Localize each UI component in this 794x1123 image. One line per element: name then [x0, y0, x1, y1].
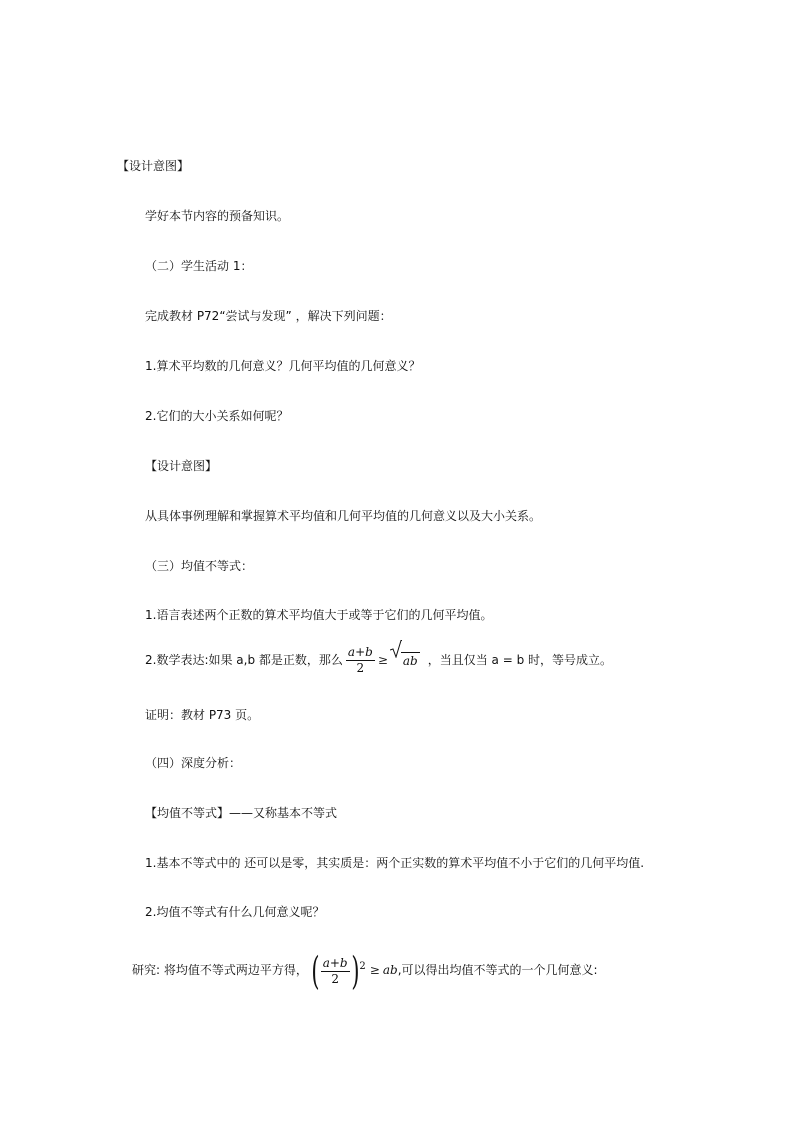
mean-inequality-label: 【均值不等式】——又称基本不等式 [145, 806, 338, 820]
statement-math-pre: 2.数学表达:如果 a,b 都是正数，那么 [145, 653, 343, 667]
exponent: 2 [359, 960, 366, 972]
sqrt-radicand: ab [402, 653, 418, 668]
fraction-mean [346, 645, 375, 676]
section-heading-mean-inequality: （三）均值不等式： [145, 559, 254, 573]
paragraph-textbook-task: 完成教材 P72“尝试与发现” ，解决下列问题： [145, 309, 392, 323]
fraction-denominator: 2 [356, 661, 365, 675]
left-paren: ( [311, 949, 320, 993]
design-intent-heading-1: 【设计意图】 [117, 159, 190, 173]
right-paren: ) [350, 949, 360, 993]
question-1: 1.算术平均数的几何意义？几何平均值的几何意义？ [145, 359, 421, 373]
radical-sign-icon [390, 640, 402, 658]
statement-math [145, 640, 612, 680]
fraction-numerator-2: a+b [322, 955, 348, 970]
analysis-point-2: 2.均值不等式有什么几何意义呢？ [145, 905, 325, 919]
paragraph-understanding: 从具体事例理解和掌握算术平均值和几何平均值的几何意义以及大小关系。 [145, 509, 542, 523]
geq-symbol: ≥ [377, 653, 388, 667]
research-pre: 研究: 将均值不等式两边平方得， [132, 963, 308, 977]
rhs-ab: ab [382, 963, 398, 977]
research-post: ,可以得出均值不等式的一个几何意义: [397, 963, 598, 977]
section-heading-student-activity: （二）学生活动 1： [145, 259, 253, 273]
question-2: 2.它们的大小关系如何呢？ [145, 409, 289, 423]
proof-reference: 证明：教材 P73 页。 [145, 708, 260, 722]
section-heading-deep-analysis: （四）深度分析： [145, 756, 242, 770]
squared-fraction [308, 947, 366, 995]
geq-symbol-2: ≥ [369, 963, 380, 977]
sqrt-expression [390, 641, 420, 681]
fraction-mean-squared [321, 956, 350, 987]
design-intent-heading-2: 【设计意图】 [145, 459, 218, 473]
statement-math-post: ，当且仅当 a = b 时，等号成立。 [427, 653, 613, 667]
analysis-point-1: 1.基本不等式中的 还可以是零，其实质是：两个正实数的算术平均值不小于它们的几何平均值. [145, 856, 645, 870]
fraction-numerator: a+b [347, 645, 373, 659]
research-statement [132, 946, 598, 994]
paragraph-prerequisite: 学好本节内容的预备知识。 [145, 209, 290, 223]
fraction-denominator-2: 2 [331, 971, 339, 986]
statement-verbal: 1.语言表述两个正数的算术平均值大于或等于它们的几何平均值。 [145, 608, 493, 622]
